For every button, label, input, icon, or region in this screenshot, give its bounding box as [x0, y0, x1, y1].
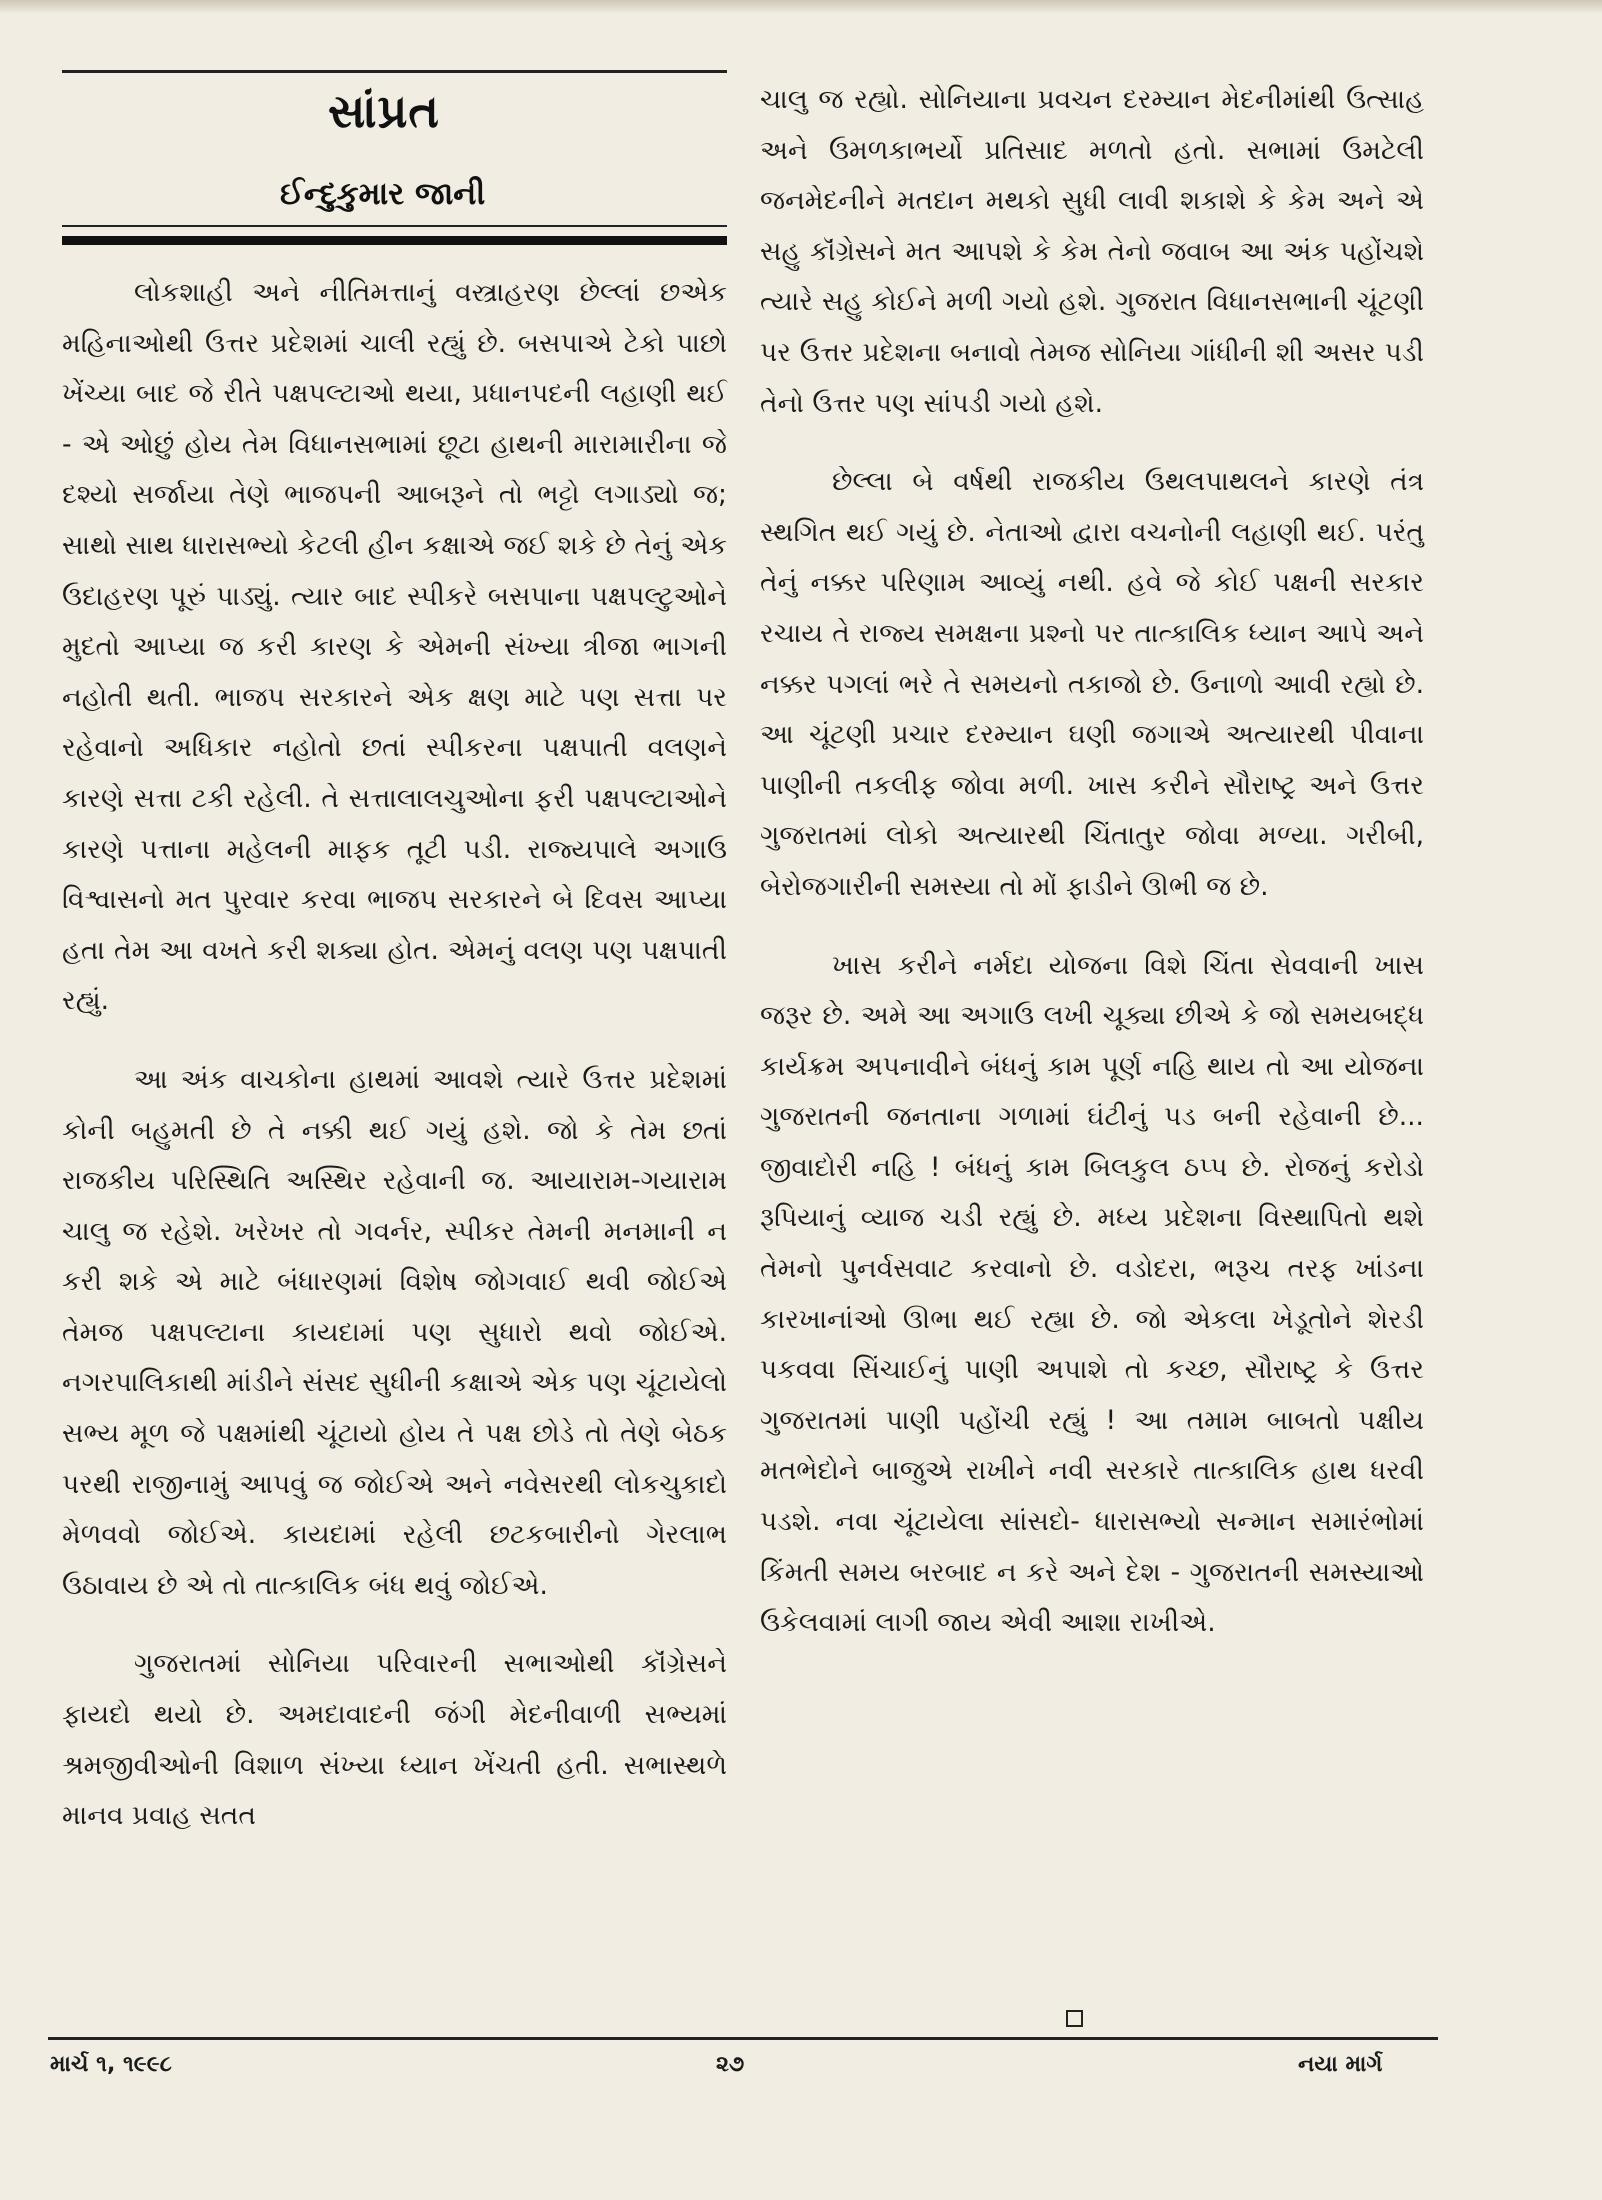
paragraph-3: ગુજરાતમાં સોનિયા પરિવારની સભાઓથી કૉંગ્રેસને ફાયદો થયો છે. અમદાવાદની જંગી મેદનીવાળી સભ્યમાં શ્રમજીવીઓની વિશાળ સંખ્યા ધ્યાન ખેંચતી હતી. સભાસ્થળે માનવ પ્રવાહ સતત [62, 1648, 727, 1832]
article-right-column [760, 75, 1424, 1649]
article-left-column [62, 268, 727, 1842]
header-top-rule [62, 70, 727, 73]
section-title: સાંપ્રત [328, 84, 440, 138]
paragraph-5: છેલ્લા બે વર્ષથી રાજકીય ઉથલપાથલને કારણે તંત્ર સ્થગિત થઈ ગયું છે. નેતાઓ દ્વારા વચનોની લહાણી થઈ. પરંતુ તેનું નક્કર પરિણામ આવ્યું નથી. હવે જે કોઈ પક્ષની સરકાર રચાય તે રાજ્ય સમક્ષના પ્રશ્નો પર તાત્કાલિક ધ્યાન આપે અને નક્કર પગલાં ભરે તે સમયનો તકાજો છે. ઉનાળો આવી રહ્યો છે. આ ચૂંટણી પ્રચાર દરમ્યાન ઘણી જગાએ અત્યારથી પીવાના પાણીની તકલીફ જોવા મળી. ખાસ કરીને સૌરાષ્ટ્ર અને ઉત્તર ગુજરાતમાં લોકો અત્યારથી ચિંતાતુર જોવા મળ્યા. ગરીબી, બેરોજગારીની સમસ્યા તો મોં ફાડીને ઊભી જ છે. [760, 466, 1424, 902]
paragraph-1: લોકશાહી અને નીતિમત્તાનું વસ્ત્રાહરણ છેલ્લાં છએક મહિનાઓથી ઉત્તર પ્રદેશમાં ચાલી રહ્યું છે. બસપાએ ટેકો પાછો ખેંચ્યા બાદ જે રીતે પક્ષપલ્ટાઓ થયા, પ્રધાનપદની લહાણી થઈ - એ ઓછું હોય તેમ વિધાનસભામાં છૂટા હાથની મારામારીના જે દશ્યો સર્જાયા તેણે ભાજપની આબરૂને તો ભટ્ટો લગાડ્યો જ; સાથો સાથ ધારાસભ્યો કેટલી હીન કક્ષાએ જઈ શકે છે તેનું એક ઉદાહરણ પૂરું પાડ્યું. ત્યાર બાદ સ્પીકરે બસપાના પક્ષપલ્ટુઓને મુદતો આપ્યા જ કરી કારણ કે એમની સંખ્યા ત્રીજા ભાગની નહોતી થતી. ભાજપ સરકારને એક ક્ષણ માટે પણ સત્તા પર રહેવાનો અધિકાર નહોતો છતાં સ્પીકરના પક્ષપાતી વલણને કારણે સત્તા ટકી રહેલી. તે સત્તાલાલચુઓના ફરી પક્ષપલ્ટાઓને કારણે પત્તાના મહેલની માફક તૂટી પડી. રાજ્યપાલે અગાઉ વિશ્વાસનો મત પુરવાર કરવા ભાજપ સરકારને બે દિવસ આપ્યા હતા તેમ આ વખતે કરી શક્યા હોત. એમનું વલણ પણ પક્ષપાતી રહ્યું. [62, 277, 727, 1017]
footer-rule [48, 2037, 1438, 2040]
author-name: ઈન્દુકુમાર જાની [280, 176, 486, 212]
paragraph-6: ખાસ કરીને નર્મદા યોજના વિશે ચિંતા સેવવાની ખાસ જરૂર છે. અમે આ અગાઉ લખી ચૂક્યા છીએ કે જો સમયબદ્ધ કાર્યક્રમ અપનાવીને બંધનું કામ પૂર્ણ નહિ થાય તો આ યોજના ગુજરાતની જનતાના ગળામાં ઘંટીનું પડ બની રહેવાની છે... જીવાદોરી નહિ ! બંધનું કામ બિલકુલ ઠપ્પ છે. રોજનું કરોડો રૂપિયાનું વ્યાજ ચડી રહ્યું છે. મધ્ય પ્રદેશના વિસ્થાપિતો થશે તેમનો પુનર્વસવાટ કરવાનો છે. વડોદરા, ભરૂચ તરફ ખાંડના કારખાનાંઓ ઊભા થઈ રહ્યા છે. જો એકલા ખેડૂતોને શેરડી પકવવા સિંચાઈનું પાણી અપાશે તો કચ્છ, સૌરાષ્ટ્ર કે ઉત્તર ગુજરાતમાં પાણી પહોંચી રહ્યું ! આ તમામ બાબતો પક્ષીય મતભેદોને બાજુએ રાખીને નવી સરકારે તાત્કાલિક હાથ ધરવી પડશે. નવા ચૂંટાયેલા સાંસદો- ધારાસભ્યો સન્માન સમારંભોમાં કિંમતી સમય બરબાદ ન કરે અને દેશ - ગુજરાતની સમસ્યાઓ ઉકેલવામાં લાગી જાય એવી આશા રાખીએ. [760, 949, 1424, 1639]
footer-date: માર્ચ ૧, ૧૯૯૮ [50, 2052, 172, 2077]
header-divider-thick [62, 236, 727, 245]
header-divider-thin [62, 225, 727, 227]
paragraph-2: આ અંક વાચકોના હાથમાં આવશે ત્યારે ઉત્તર પ્રદેશમાં કોની બહુમતી છે તે નક્કી થઈ ગયું હશે. જો કે તેમ છતાં રાજકીય પરિસ્થિતિ અસ્થિર રહેવાની જ. આયારામ-ગયારામ ચાલુ જ રહેશે. ખરેખર તો ગવર્નર, સ્પીકર તેમની મનમાની ન કરી શકે એ માટે બંધારણમાં વિશેષ જોગવાઈ થવી જોઈએ તેમજ પક્ષપલ્ટાના કાયદામાં પણ સુધારો થવો જોઈએ. નગરપાલિકાથી માંડીને સંસદ સુધીની કક્ષાએ એક પણ ચૂંટાયેલો સભ્ય મૂળ જે પક્ષમાંથી ચૂંટાયો હોય તે પક્ષ છોડે તો તેણે બેઠક પરથી રાજીનામું આપવું જ જોઈએ અને નવેસરથી લોકચુકાદો મેળવવો જોઈએ. કાયદામાં રહેલી છટકબારીનો ગેરલાભ ઉઠાવાય છે એ તો તાત્કાલિક બંધ થવું જોઈએ. [62, 1063, 727, 1601]
footer-magazine-name: નયા માર્ગ [1298, 2052, 1383, 2077]
end-of-article-mark [1066, 2010, 1083, 2027]
scan-edge [0, 0, 1602, 14]
footer-page-number: ૨૭ [716, 2052, 745, 2077]
paragraph-4: ચાલુ જ રહ્યો. સોનિયાના પ્રવચન દરમ્યાન મેદનીમાંથી ઉત્સાહ અને ઉમળકાભર્યો પ્રતિસાદ મળતો હતો. સભામાં ઉમટેલી જનમેદનીને મતદાન મથકો સુધી લાવી શકાશે કે કેમ અને એ સહુ કૉંગ્રેસને મત આપશે કે કેમ તેનો જવાબ આ અંક પહોંચશે ત્યારે સહુ કોઈને મળી ગયો હશે. ગુજરાત વિધાનસભાની ચૂંટણી પર ઉત્તર પ્રદેશના બનાવો તેમજ સોનિયા ગાંધીની શી અસર પડી તેનો ઉત્તર પણ સાંપડી ગયો હશે. [760, 84, 1424, 419]
